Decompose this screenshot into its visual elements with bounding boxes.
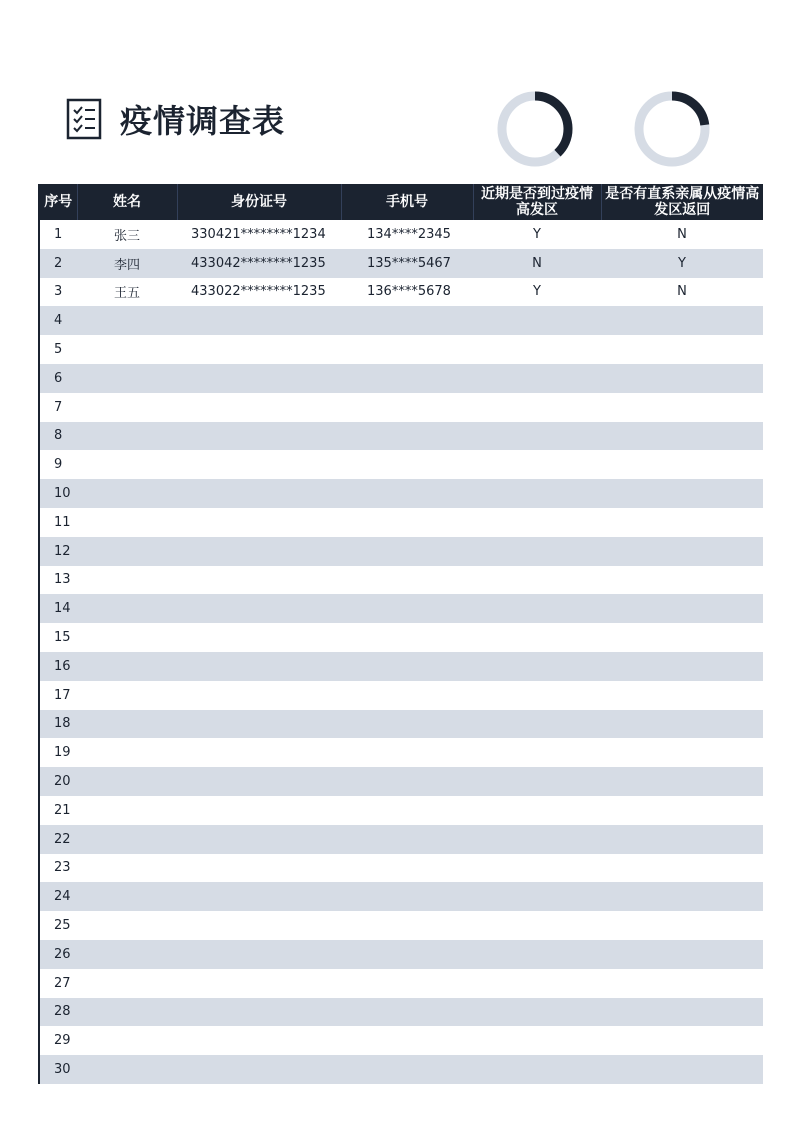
cell-name	[77, 479, 177, 508]
table-row	[39, 566, 763, 595]
cell-relative-returned	[601, 479, 763, 508]
cell-phone	[341, 854, 473, 883]
cell-phone	[341, 393, 473, 422]
table-row	[39, 1026, 763, 1055]
cell-name	[77, 306, 177, 335]
cell-relative-returned	[601, 998, 763, 1027]
cell-relative-returned	[601, 450, 763, 479]
cell-visited-risk-area	[473, 1055, 601, 1084]
cell-index: 17	[54, 687, 71, 703]
checklist-icon	[66, 98, 102, 140]
cell-index: 27	[54, 975, 71, 991]
cell-name	[77, 1055, 177, 1084]
cell-index: 15	[54, 630, 71, 646]
cell-phone: 134****2345	[367, 226, 451, 242]
cell-visited-risk-area	[473, 796, 601, 825]
header-visited-risk-area: 近期是否到过疫情高发区	[473, 184, 601, 220]
cell-id-number	[177, 1055, 341, 1084]
cell-relative-returned	[601, 796, 763, 825]
cell-phone	[341, 364, 473, 393]
cell-relative-returned: Y	[678, 255, 686, 271]
cell-name	[77, 998, 177, 1027]
cell-id-number	[177, 825, 341, 854]
table-header-row	[39, 184, 763, 220]
cell-id-number	[177, 796, 341, 825]
cell-phone	[341, 335, 473, 364]
cell-phone	[341, 825, 473, 854]
cell-index: 5	[54, 342, 63, 358]
cell-visited-risk-area	[473, 825, 601, 854]
cell-id-number	[177, 393, 341, 422]
cell-relative-returned	[601, 508, 763, 537]
cell-relative-returned	[601, 335, 763, 364]
cell-id-number	[177, 594, 341, 623]
cell-index: 16	[54, 658, 71, 674]
table-row	[39, 767, 763, 796]
cell-relative-returned	[601, 594, 763, 623]
table-row	[39, 335, 763, 364]
cell-name	[77, 623, 177, 652]
cell-visited-risk-area	[473, 450, 601, 479]
header-name: 姓名	[77, 184, 177, 220]
cell-index: 30	[54, 1062, 71, 1077]
cell-id-number	[177, 998, 341, 1027]
table-row	[39, 738, 763, 767]
table-row	[39, 854, 763, 883]
cell-phone	[341, 1055, 473, 1084]
cell-visited-risk-area	[473, 364, 601, 393]
cell-id-number	[177, 738, 341, 767]
cell-visited-risk-area	[473, 738, 601, 767]
cell-relative-returned: N	[677, 226, 687, 242]
cell-index: 7	[54, 399, 63, 415]
cell-name	[77, 566, 177, 595]
cell-relative-returned	[601, 738, 763, 767]
cell-visited-risk-area	[473, 681, 601, 710]
cell-name	[77, 911, 177, 940]
cell-index: 6	[54, 370, 63, 386]
progress-ring-1	[496, 90, 574, 168]
cell-name	[77, 335, 177, 364]
cell-name	[77, 969, 177, 998]
table-row	[39, 306, 763, 335]
cell-relative-returned	[601, 1055, 763, 1084]
cell-name: 王五	[113, 286, 140, 302]
cell-index: 9	[54, 457, 63, 473]
table-row	[39, 998, 763, 1027]
header-relative-returned: 是否有直系亲属从疫情高发区返回	[601, 184, 763, 220]
table-row	[39, 940, 763, 969]
cell-id-number	[177, 940, 341, 969]
header-phone: 手机号	[341, 184, 473, 220]
cell-index: 18	[54, 716, 71, 732]
cell-name	[77, 681, 177, 710]
cell-relative-returned	[601, 652, 763, 681]
cell-name	[77, 364, 177, 393]
cell-id-number	[177, 422, 341, 451]
cell-name	[77, 796, 177, 825]
cell-visited-risk-area	[473, 767, 601, 796]
cell-phone	[341, 306, 473, 335]
cell-id-number	[177, 854, 341, 883]
cell-id-number: 433042********1235	[191, 255, 326, 271]
cell-index: 4	[54, 313, 63, 329]
cell-phone	[341, 969, 473, 998]
cell-id-number	[177, 652, 341, 681]
header-index: 序号	[44, 194, 73, 210]
cell-name	[77, 393, 177, 422]
cell-index: 19	[54, 745, 71, 761]
cell-relative-returned	[601, 566, 763, 595]
cell-relative-returned	[601, 537, 763, 566]
table-row	[39, 710, 763, 739]
table-row	[39, 796, 763, 825]
cell-phone	[341, 566, 473, 595]
table-row	[39, 249, 763, 278]
cell-phone	[341, 594, 473, 623]
table-row	[39, 537, 763, 566]
cell-phone	[341, 738, 473, 767]
cell-index: 29	[54, 1033, 71, 1049]
cell-id-number: 330421********1234	[191, 226, 326, 242]
cell-phone	[341, 537, 473, 566]
cell-index: 23	[54, 860, 71, 876]
cell-visited-risk-area	[473, 1026, 601, 1055]
cell-id-number	[177, 911, 341, 940]
cell-name	[77, 594, 177, 623]
cell-relative-returned	[601, 825, 763, 854]
cell-index: 8	[54, 428, 63, 444]
cell-index: 11	[54, 514, 71, 530]
cell-visited-risk-area	[473, 566, 601, 595]
table-row	[39, 508, 763, 537]
cell-relative-returned: N	[677, 284, 687, 300]
cell-id-number	[177, 710, 341, 739]
cell-relative-returned	[601, 969, 763, 998]
cell-relative-returned	[601, 306, 763, 335]
table-row	[39, 623, 763, 652]
cell-phone	[341, 882, 473, 911]
cell-index: 28	[54, 1004, 71, 1020]
cell-visited-risk-area: N	[532, 255, 542, 271]
cell-relative-returned	[601, 623, 763, 652]
cell-index: 25	[54, 918, 71, 934]
cell-name	[77, 854, 177, 883]
cell-id-number: 433022********1235	[191, 284, 326, 300]
cell-id-number	[177, 623, 341, 652]
table-row	[39, 278, 763, 307]
cell-name	[77, 508, 177, 537]
cell-name	[77, 1026, 177, 1055]
cell-phone	[341, 652, 473, 681]
cell-phone	[341, 940, 473, 969]
cell-relative-returned	[601, 882, 763, 911]
cell-phone	[341, 422, 473, 451]
cell-id-number	[177, 450, 341, 479]
table-row	[39, 220, 763, 249]
cell-phone	[341, 911, 473, 940]
cell-id-number	[177, 767, 341, 796]
cell-phone	[341, 479, 473, 508]
cell-phone	[341, 623, 473, 652]
cell-id-number	[177, 479, 341, 508]
cell-index: 2	[54, 255, 63, 271]
cell-id-number	[177, 508, 341, 537]
table-row	[39, 422, 763, 451]
cell-name	[77, 738, 177, 767]
cell-name	[77, 710, 177, 739]
cell-visited-risk-area: Y	[533, 284, 541, 300]
cell-visited-risk-area	[473, 335, 601, 364]
cell-index: 26	[54, 946, 71, 962]
cell-visited-risk-area	[473, 710, 601, 739]
cell-name: 李四	[113, 257, 140, 273]
cell-id-number	[177, 969, 341, 998]
cell-visited-risk-area	[473, 422, 601, 451]
cell-relative-returned	[601, 393, 763, 422]
cell-phone	[341, 450, 473, 479]
cell-phone	[341, 796, 473, 825]
cell-index: 3	[54, 284, 63, 300]
cell-phone	[341, 1026, 473, 1055]
table-row	[39, 479, 763, 508]
page-header	[66, 96, 285, 142]
cell-visited-risk-area	[473, 623, 601, 652]
cell-phone	[341, 710, 473, 739]
cell-visited-risk-area	[473, 393, 601, 422]
cell-relative-returned	[601, 681, 763, 710]
cell-index: 10	[54, 486, 71, 502]
cell-name	[77, 537, 177, 566]
cell-phone	[341, 681, 473, 710]
progress-ring-2	[633, 90, 711, 168]
survey-table	[38, 184, 763, 1084]
cell-visited-risk-area	[473, 882, 601, 911]
cell-index: 22	[54, 831, 71, 847]
table-row	[39, 393, 763, 422]
cell-id-number	[177, 1026, 341, 1055]
cell-visited-risk-area	[473, 594, 601, 623]
table-row	[39, 594, 763, 623]
cell-index: 14	[54, 601, 71, 617]
cell-index: 24	[54, 889, 71, 905]
header-id-number: 身份证号	[177, 184, 341, 220]
cell-relative-returned	[601, 911, 763, 940]
cell-relative-returned	[601, 1026, 763, 1055]
cell-index: 12	[54, 543, 71, 559]
table-row	[39, 681, 763, 710]
page-title: 疫情调查表	[120, 102, 286, 140]
cell-visited-risk-area	[473, 306, 601, 335]
cell-visited-risk-area	[473, 652, 601, 681]
table-row	[39, 969, 763, 998]
cell-relative-returned	[601, 422, 763, 451]
cell-phone	[341, 508, 473, 537]
table-row	[39, 364, 763, 393]
cell-id-number	[177, 364, 341, 393]
cell-relative-returned	[601, 854, 763, 883]
cell-phone: 136****5678	[367, 284, 451, 300]
cell-name	[77, 422, 177, 451]
cell-index: 21	[54, 802, 71, 818]
cell-phone	[341, 767, 473, 796]
cell-relative-returned	[601, 940, 763, 969]
cell-name	[77, 825, 177, 854]
cell-index: 13	[54, 572, 71, 588]
cell-id-number	[177, 681, 341, 710]
cell-id-number	[177, 882, 341, 911]
cell-visited-risk-area	[473, 998, 601, 1027]
cell-relative-returned	[601, 364, 763, 393]
cell-visited-risk-area	[473, 479, 601, 508]
cell-visited-risk-area	[473, 969, 601, 998]
table-row	[39, 450, 763, 479]
cell-name	[77, 882, 177, 911]
cell-id-number	[177, 306, 341, 335]
cell-phone	[341, 998, 473, 1027]
cell-visited-risk-area: Y	[533, 226, 541, 242]
cell-index: 1	[54, 226, 63, 242]
cell-name	[77, 940, 177, 969]
table-row	[39, 825, 763, 854]
cell-visited-risk-area	[473, 911, 601, 940]
table-row	[39, 882, 763, 911]
table-row	[39, 1055, 763, 1084]
table-row	[39, 911, 763, 940]
cell-name	[77, 767, 177, 796]
cell-name	[77, 652, 177, 681]
cell-visited-risk-area	[473, 537, 601, 566]
cell-relative-returned	[601, 710, 763, 739]
cell-id-number	[177, 335, 341, 364]
cell-visited-risk-area	[473, 854, 601, 883]
cell-name	[77, 450, 177, 479]
cell-index: 20	[54, 774, 71, 790]
cell-name: 张三	[113, 228, 140, 244]
cell-id-number	[177, 537, 341, 566]
cell-visited-risk-area	[473, 940, 601, 969]
cell-phone: 135****5467	[367, 255, 451, 271]
cell-visited-risk-area	[473, 508, 601, 537]
cell-relative-returned	[601, 767, 763, 796]
table-row	[39, 652, 763, 681]
cell-id-number	[177, 566, 341, 595]
